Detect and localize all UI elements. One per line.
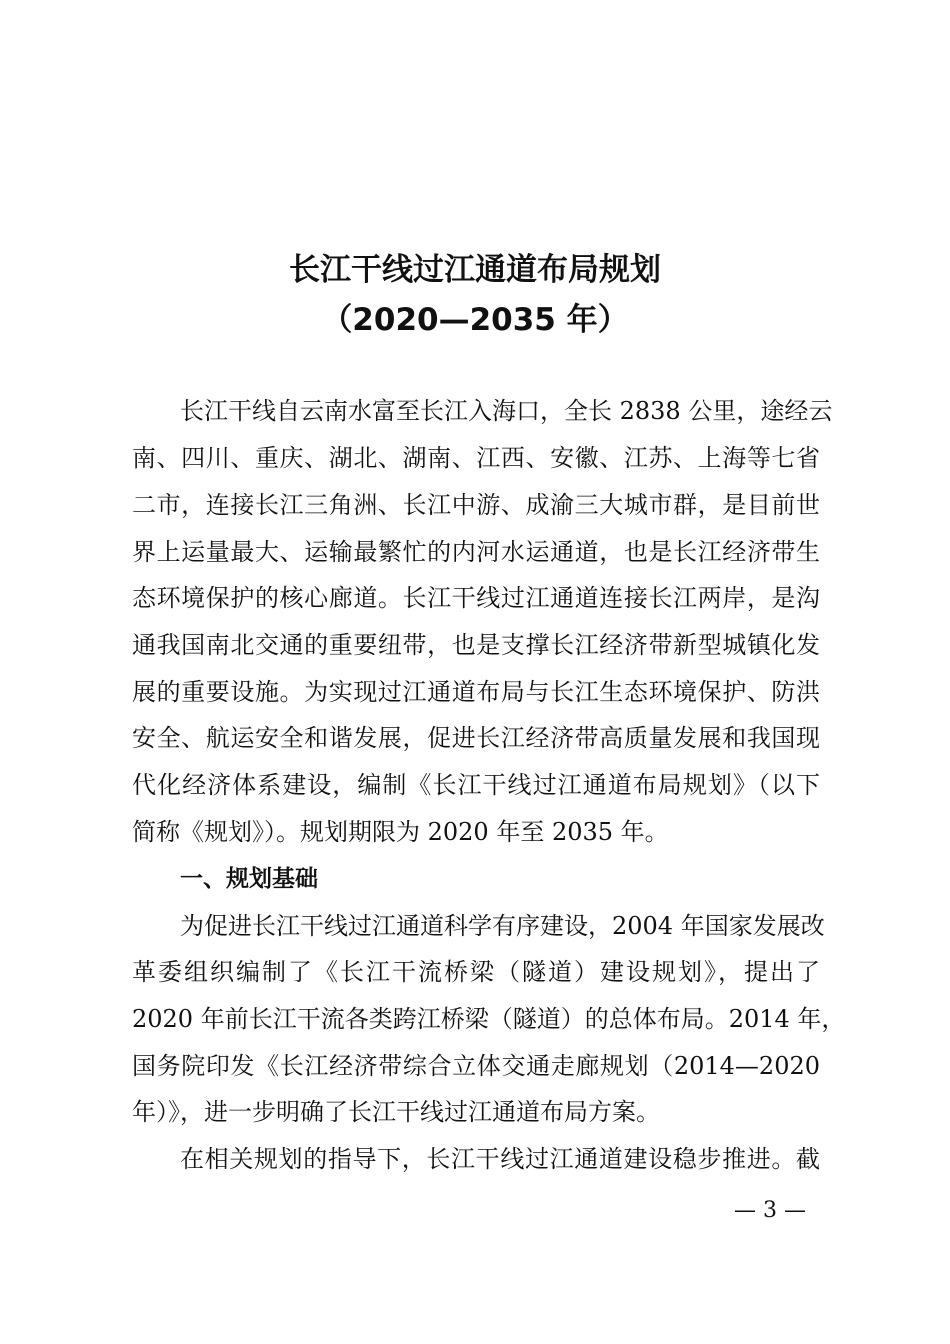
intro-line: 展的重要设施。为实现过江通道布局与长江生态环境保护、防洪 (132, 678, 820, 706)
document-title: 长江干线过江通道布局规划 (289, 252, 661, 288)
section1-para1-line: 国务院印发《长江经济带综合立体交通走廊规划（2014—2020 (132, 1052, 820, 1080)
section1-para1-line: 2020 年前长江干流各类跨江桥梁（隧道）的总体布局。2014 年， (132, 1005, 846, 1033)
section1-para1-line: 年）》，进一步明确了长江干线过江通道布局方案。 (132, 1098, 660, 1126)
intro-line: 安全、航运安全和谐发展，促进长江经济带高质量发展和我国现 (132, 724, 820, 752)
section1-para2-line: 在相关规划的指导下，长江干线过江通道建设稳步推进。截 (180, 1145, 820, 1173)
document-subtitle: （2020—2035 年） (321, 302, 629, 338)
intro-line: 长江干线自云南水富至长江入海口，全长 2838 公里，途经云 (180, 397, 833, 425)
intro-line: 代化经济体系建设，编制《长江干线过江通道布局规划》（以下 (132, 771, 820, 799)
intro-line: 态环境保护的核心廊道。长江干线过江通道连接长江两岸，是沟 (132, 584, 820, 612)
intro-line: 二市，连接长江三角洲、长江中游、成渝三大城市群，是目前世 (132, 491, 820, 519)
section-heading: 一、规划基础 (180, 866, 318, 892)
section1-para1-line: 革委组织编制了《长江干流桥梁（隧道）建设规划》，提出了 (132, 958, 820, 986)
page-number: — 3 — (734, 1198, 806, 1223)
intro-line: 南、四川、重庆、湖北、湖南、江西、安徽、江苏、上海等七省 (132, 444, 820, 472)
intro-line: 简称《规划》）。规划期限为 2020 年至 2035 年。 (132, 818, 669, 846)
section1-para1-line: 为促进长江干线过江通道科学有序建设，2004 年国家发展改 (180, 912, 825, 940)
intro-line: 界上运量最大、运输最繁忙的内河水运通道，也是长江经济带生 (132, 538, 820, 566)
intro-line: 通我国南北交通的重要纽带，也是支撑长江经济带新型城镇化发 (132, 631, 820, 659)
